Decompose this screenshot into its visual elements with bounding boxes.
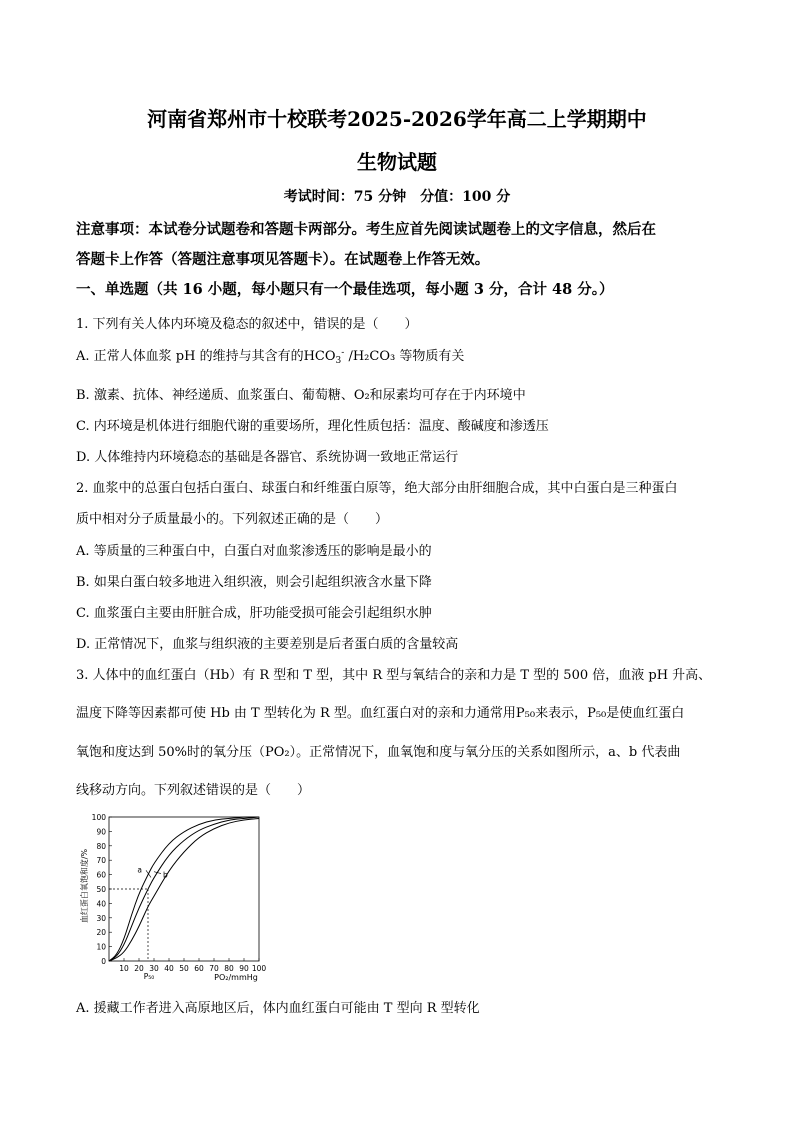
page-title: 河南省郑州市十校联考2025-2026学年高二上学期期中 — [147, 107, 647, 131]
exam-info: 考试时间：75 分钟 分值：100 分 — [283, 189, 511, 205]
q1-option-c: C. 内环境是机体进行细胞代谢的重要场所，理化性质包括：温度、酸碱度和渗透压 — [76, 419, 549, 434]
y-tick-label: 10 — [96, 942, 106, 952]
q3-stem-line-3: 氧饱和度达到 50%时的氧分压（PO₂）。正常情况下，血氧饱和度与氧分压的关系如图所示，a、b 代表曲 — [76, 745, 681, 760]
y-tick-label: 90 — [96, 827, 106, 837]
section-heading: 一、单选题（共 16 小题，每小题只有一个最佳选项，每小题 3 分，合计 48 分。） — [76, 281, 614, 298]
q1-stem: 1. 下列有关人体内环境及稳态的叙述中，错误的是（ ） — [76, 317, 418, 332]
x-tick-label: 30 — [149, 964, 159, 973]
x-tick-label: 60 — [194, 964, 204, 973]
q3-stem-line-4: 线移动方向。下列叙述错误的是（ ） — [76, 783, 311, 798]
q2-option-a: A. 等质量的三种蛋白中，白蛋白对血浆渗透压的影响是最小的 — [76, 544, 432, 559]
page-subtitle: 生物试题 — [357, 150, 437, 174]
y-tick-label: 60 — [96, 870, 106, 880]
x-tick-label: 80 — [224, 964, 234, 973]
y-tick-label: 0 — [101, 957, 106, 966]
x-tick-label: 70 — [209, 964, 219, 973]
y-tick-label: 100 — [91, 813, 106, 822]
x-tick-label: 50 — [179, 964, 189, 973]
q2-option-c: C. 血浆蛋白主要由肝脏合成，肝功能受损可能会引起组织水肿 — [76, 606, 432, 621]
x-tick-label: 100 — [251, 964, 267, 973]
q2-stem-line-1: 2. 血浆中的总蛋白包括白蛋白、球蛋白和纤维蛋白原等，绝大部分由肝细胞合成，其中白蛋白是三种蛋白 — [76, 481, 678, 496]
y-tick-label: 20 — [96, 928, 106, 938]
x-tick-label: 40 — [164, 964, 174, 973]
q3-option-a: A. 援藏工作者进入高原地区后，体内血红蛋白可能由 T 型向 R 型转化 — [76, 1001, 480, 1016]
curve-a — [109, 817, 259, 961]
q2-stem-line-2: 质中相对分子质量最小的。下列叙述正确的是（ ） — [76, 512, 389, 527]
q1-option-a — [76, 345, 464, 366]
notice-line-2: 答题卡上作答（答题注意事项见答题卡）。在试题卷上作答无效。 — [76, 251, 490, 268]
curve-b — [109, 818, 259, 961]
q1-option-d: D. 人体维持内环境稳态的基础是各器官、系统协调一致地正常运行 — [76, 450, 459, 465]
x-tick-label: 90 — [239, 964, 249, 973]
y-tick-label: 80 — [96, 841, 106, 851]
chart-axes — [109, 817, 259, 961]
y-tick-label: 70 — [96, 856, 106, 866]
chart-ticks — [92, 813, 267, 973]
q1-option-a-ion: $HCO_3^-$ — [303, 348, 345, 366]
x-tick-label: 20 — [134, 964, 144, 973]
curve-a-label: a — [137, 865, 142, 875]
x-axis-label: PO₂/mmHg — [214, 973, 258, 982]
q1-option-a-pre: A. 正常人体血浆 pH 的维持与其含有的 — [76, 349, 304, 364]
y-tick-label: 50 — [96, 885, 106, 894]
curve-normal — [109, 817, 259, 961]
y-tick-label: 40 — [96, 899, 106, 909]
q2-option-b: B. 如果白蛋白较多地进入组织液，则会引起组织液含水量下降 — [76, 575, 432, 590]
chart-series — [109, 817, 259, 961]
notice-line-1: 注意事项：本试卷分试题卷和答题卡两部分。考生应首先阅读试题卷上的文字信息，然后在 — [76, 221, 656, 238]
p50-label: P₅₀ — [143, 972, 155, 981]
q2-option-d: D. 正常情况下，血浆与组织液的主要差别是后者蛋白质的含量较高 — [76, 637, 459, 652]
y-axis-label: 血红蛋白氧饱和度/% — [80, 848, 89, 924]
plot-frame — [109, 817, 259, 961]
q1-option-a-post: /H₂CO₃ 等物质有关 — [344, 349, 465, 364]
oxygen-dissociation-chart — [76, 808, 276, 988]
q3-stem-line-1: 3. 人体中的血红蛋白（Hb）有 R 型和 T 型，其中 R 型与氧结合的亲和力是 T 型的 500 倍，血液 pH 升高、 — [76, 668, 712, 683]
q1-option-b: B. 激素、抗体、神经递质、血浆蛋白、葡萄糖、O₂和尿素均可存在于内环境中 — [76, 388, 526, 403]
q3-stem-line-2: 温度下降等因素都可使 Hb 由 T 型转化为 R 型。血红蛋白对的亲和力通常用P₅₀来表示，P₅₀是使血红蛋白 — [76, 706, 685, 721]
curve-b-label: b — [163, 870, 168, 880]
x-tick-label: 10 — [119, 964, 129, 973]
y-tick-label: 30 — [96, 913, 106, 923]
